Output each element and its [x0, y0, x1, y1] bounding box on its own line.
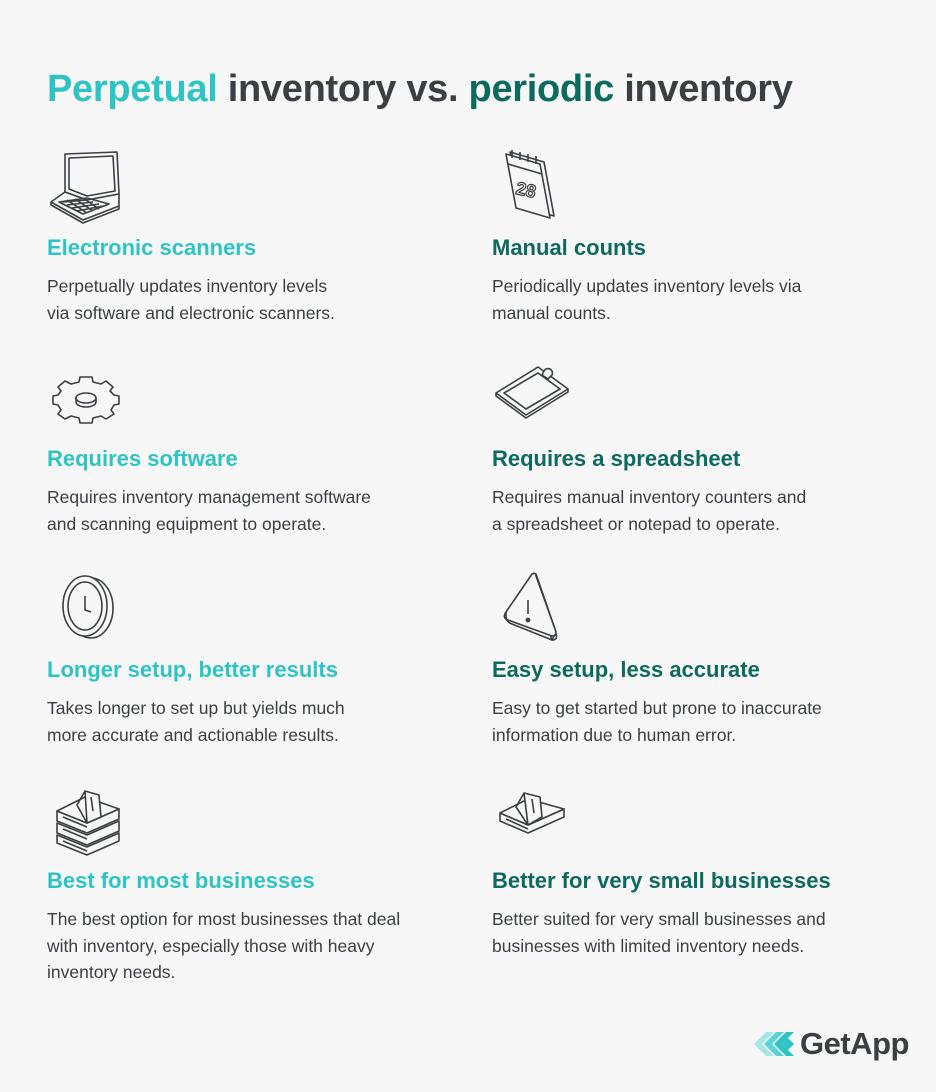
description: Better suited for very small businesses and businesses with limited inventory needs. — [492, 909, 826, 956]
calendar-icon — [492, 150, 572, 230]
laptop-icon — [47, 150, 127, 230]
heading: Longer setup, better results — [47, 657, 338, 682]
heading: Requires a spreadsheet — [492, 446, 741, 471]
description: Requires manual inventory counters and a spreadsheet or notepad to operate. — [492, 487, 807, 534]
description: Easy to get started but prone to inaccurate information due to human error. — [492, 698, 822, 745]
perpetual-item-software — [47, 361, 467, 534]
getapp-chevrons-icon — [752, 1026, 798, 1062]
periodic-item-manual — [492, 150, 912, 323]
heading: Best for most businesses — [47, 868, 315, 893]
heading: Better for very small businesses — [492, 868, 831, 893]
stacked-folders-icon — [47, 783, 127, 863]
title-periodic: periodic — [468, 68, 614, 111]
single-folder-icon — [492, 783, 572, 863]
description: Periodically updates inventory levels via manual counts. — [492, 276, 802, 323]
description: Takes longer to set up but yields much more accurate and actionable results. — [47, 698, 345, 745]
heading: Electronic scanners — [47, 235, 257, 260]
description: Perpetually updates inventory levels via software and electronic scanners. — [47, 276, 335, 323]
perpetual-item-scanners — [47, 150, 467, 323]
svg-text:28: 28 — [514, 178, 538, 202]
clock-icon — [47, 572, 127, 652]
gear-icon — [47, 361, 127, 441]
perpetual-item-best — [47, 783, 467, 982]
title-middle: inventory vs. — [217, 68, 469, 111]
title-perpetual: Perpetual — [47, 68, 218, 111]
periodic-item-spreadsheet — [492, 361, 912, 534]
description: Requires inventory management software and scanning equipment to operate. — [47, 487, 371, 534]
perpetual-item-setup — [47, 572, 467, 745]
heading: Requires software — [47, 446, 238, 471]
heading: Easy setup, less accurate — [492, 657, 760, 682]
title-end: inventory — [613, 68, 793, 111]
clipboard-icon — [492, 361, 572, 441]
periodic-item-setup — [492, 572, 912, 745]
getapp-logo — [752, 1026, 909, 1062]
periodic-item-small — [492, 783, 912, 956]
heading: Manual counts — [492, 235, 647, 260]
warning-icon — [492, 572, 572, 652]
page-title — [47, 65, 793, 113]
logo-text: GetApp — [800, 1026, 909, 1061]
description: The best option for most businesses that deal with inventory, especially those with heavy inventory needs. — [47, 909, 401, 982]
